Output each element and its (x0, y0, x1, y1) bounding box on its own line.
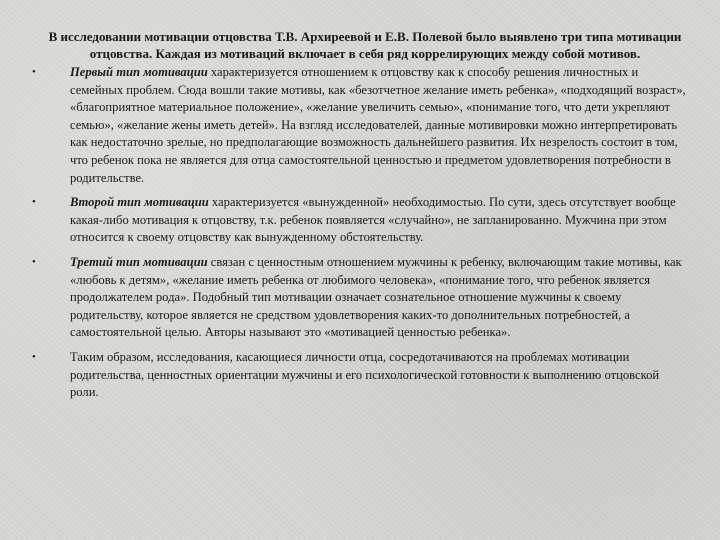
slide-heading: В исследовании мотивации отцовства Т.В. Архиреевой и Е.В. Полевой было выявлено три типа мотивации отцовства. Каждая из мотиваций включает в себя ряд коррелирующих между собой мотивов. (48, 29, 682, 61)
item-text: характеризуется «вынужденной» необходимостью. По сути, здесь отсутствует вообще какая-либо мотивация к отцовству, т.к. ребенок появляется «случайно», не запланированно. Мужчина при этом относится к своему отцовству как вынужденному обстоятельству. (70, 195, 676, 245)
item-text: характеризуется отношением к отцовству как к способу решения личностных и семейных проблем. Сюда вошли такие мотивы, как «безотчетное желание иметь ребенка», «подходящий возраст», «благоприятное материальное положение», «желание увеличить семью», «понимание того, что дети укрепляют семью», «желание жены иметь детей». На взгляд исследователей, данные мотивировки можно интерпретировать как недостаточно зрелые, но предполагающие возможность дальнейшего развития. Их незрелость состоит в том, что ребенок пока не является для отца самостоятельной ценностью и предметом удовлетворения потребности в родительстве. (70, 65, 686, 185)
bullet-icon: • (32, 255, 36, 268)
list-item-third-type (32, 254, 690, 342)
bullet-icon: • (32, 66, 36, 78)
item-lead: Первый тип мотивации (70, 65, 208, 79)
list-item-second-type (32, 194, 690, 247)
item-text: Таким образом, исследования, касающиеся личности отца, сосредотачиваются на проблемах мотивации родительства, ценностных ориентации мужчины и его психологической готовности к выполнению отцовской роли. (70, 349, 660, 400)
item-lead: Третий тип мотивации (70, 254, 208, 269)
item-text: связан с ценностным отношением мужчины к ребенку, включающим такие мотивы, как «любовь к детям», «желание иметь ребенка от любимого человека», «понимание того, что ребенок является продолжателем рода». Подобный тип мотивации означает сознательное отношение мужчины к своему родительству, которое является не средством удовлетворения каких-то дополнительных потребностей, а самостоятельной целью. Авторы называют это «мотивацией ценностью ребенка». (70, 254, 682, 340)
item-lead: Второй тип мотивации (70, 195, 209, 210)
bullet-icon: • (32, 350, 36, 363)
list-item-first-type (32, 64, 690, 187)
bullet-icon: • (32, 196, 36, 209)
motivation-list (32, 64, 690, 402)
list-item-conclusion (32, 349, 690, 402)
